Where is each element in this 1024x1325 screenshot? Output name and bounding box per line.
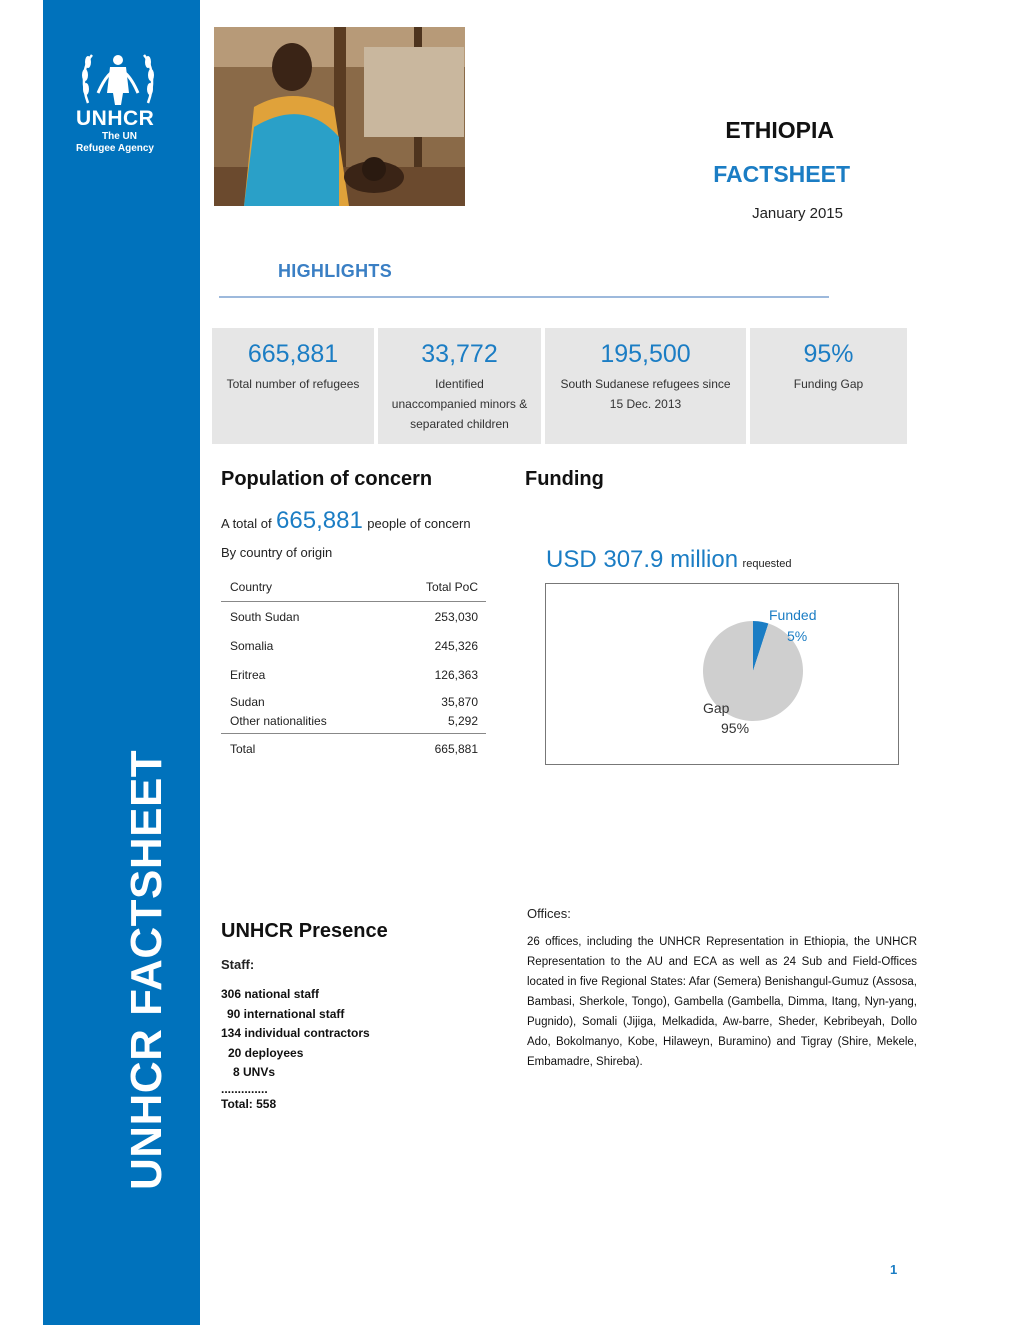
table-row [221, 689, 486, 709]
offices-label: Offices: [527, 906, 571, 921]
row-total: 5,292 [447, 714, 478, 728]
total-value: 665,881 [434, 741, 478, 756]
unhcr-logo-name: UNHCR [76, 107, 155, 130]
funding-title: Funding [525, 468, 604, 490]
staff-line: 8 UNVs [233, 1065, 276, 1079]
highlight-card [212, 328, 374, 444]
highlight-value: 95% [803, 340, 854, 368]
doc-type-title: FACTSHEET [713, 161, 850, 187]
highlights-divider [219, 296, 829, 298]
funding-amount-line [546, 546, 791, 574]
highlight-label-line: 15 Dec. 2013 [609, 397, 682, 411]
staff-line: 134 individual contractors [221, 1026, 370, 1040]
highlight-label-line: South Sudanese refugees since [560, 377, 731, 391]
row-total: 245,326 [434, 638, 478, 653]
highlight-card [750, 328, 907, 444]
doc-date: January 2015 [752, 205, 843, 222]
unhcr-logo-tagline-2: Refugee Agency [76, 143, 154, 154]
page-number: 1 [890, 1262, 898, 1277]
highlight-label: Funding Gap [793, 377, 864, 391]
staff-label: Staff: [221, 957, 255, 972]
row-total: 35,870 [441, 695, 478, 709]
row-country: South Sudan [230, 609, 300, 624]
population-total-prefix: A total of [221, 516, 272, 531]
row-total: 126,363 [434, 667, 478, 682]
unhcr-logo-tagline-1: The UN [102, 131, 137, 142]
funding-amount-suffix: requested [742, 558, 792, 570]
staff-list [221, 985, 370, 1114]
table-row [221, 631, 486, 660]
staff-separator: .............. [221, 1081, 268, 1096]
table-row [221, 709, 486, 734]
unhcr-emblem-icon [80, 45, 156, 107]
header-photo [214, 27, 465, 206]
pie-label-gap: Gap [703, 700, 730, 716]
highlight-label [378, 374, 541, 434]
table-header-row [221, 572, 486, 602]
country-title: ETHIOPIA [725, 117, 834, 143]
pie-svg [546, 584, 898, 764]
funding-pie-chart [545, 583, 899, 765]
unhcr-logo [70, 45, 180, 155]
highlights-title: HIGHLIGHTS [278, 261, 392, 281]
highlight-label-line: unaccompanied minors & [391, 397, 528, 411]
staff-line: 306 national staff [221, 987, 320, 1001]
table-row [221, 602, 486, 632]
row-country: Other nationalities [230, 714, 327, 728]
total-label: Total [230, 741, 256, 756]
highlight-label-line: separated children [410, 417, 509, 431]
offices-paragraph: 26 offices, including the UNHCR Representation in Ethiopia, the UNHCR Representation to the AU and ECA as well as 24 Sub and Field-Offices located in five Regional States: Afar (Semera) Benishangul-Gumuz (Assosa, Bambasi, Sherkole, Tongo), Gambella (Gambella, Dimma, Itang, Nyn-yang, Pugnido), Somali (Jijiga, Melkadida, Aw-barre, Sheder, Kebribeyah, Dollo Ado, Bokolmanyo, Kobe, Hilaweyn, Buramino) and Tigray (Shire, Mekele, Embamadre, Shireba). [527, 936, 917, 1068]
col-header-country: Country [230, 579, 273, 594]
highlight-label [545, 374, 746, 414]
population-title: Population of concern [221, 468, 433, 490]
row-country: Eritrea [230, 667, 266, 682]
staff-line: 90 international staff [227, 1006, 345, 1021]
funding-amount: USD 307.9 million [546, 546, 739, 573]
highlight-value: 665,881 [247, 340, 339, 368]
pie-label-funded: Funded [769, 607, 817, 623]
population-table [221, 572, 486, 763]
highlight-value: 195,500 [600, 340, 691, 368]
sidebar-vertical-title: UNHCR FACTSHEET [122, 749, 171, 1190]
highlight-label-line: Identified [435, 377, 484, 391]
highlight-card [545, 328, 746, 444]
staff-line: 20 deployees [228, 1045, 304, 1060]
highlight-label: Total number of refugees [226, 377, 360, 391]
population-total-value: 665,881 [276, 507, 363, 534]
presence-title: UNHCR Presence [221, 920, 388, 942]
population-total-line [221, 507, 471, 535]
highlight-card [378, 328, 541, 444]
row-total: 253,030 [434, 609, 478, 624]
table-row [221, 660, 486, 689]
highlight-value: 33,772 [421, 340, 498, 368]
row-country: Somalia [230, 638, 274, 653]
pie-value-gap: 95% [721, 720, 750, 736]
pie-value-funded: 5% [787, 628, 808, 644]
population-subtitle: By country of origin [221, 545, 333, 560]
staff-total: Total: 558 [221, 1096, 277, 1111]
col-header-total: Total PoC [425, 579, 478, 594]
population-total-suffix: people of concern [367, 516, 471, 531]
row-country: Sudan [230, 695, 265, 709]
table-total-row [221, 734, 486, 764]
